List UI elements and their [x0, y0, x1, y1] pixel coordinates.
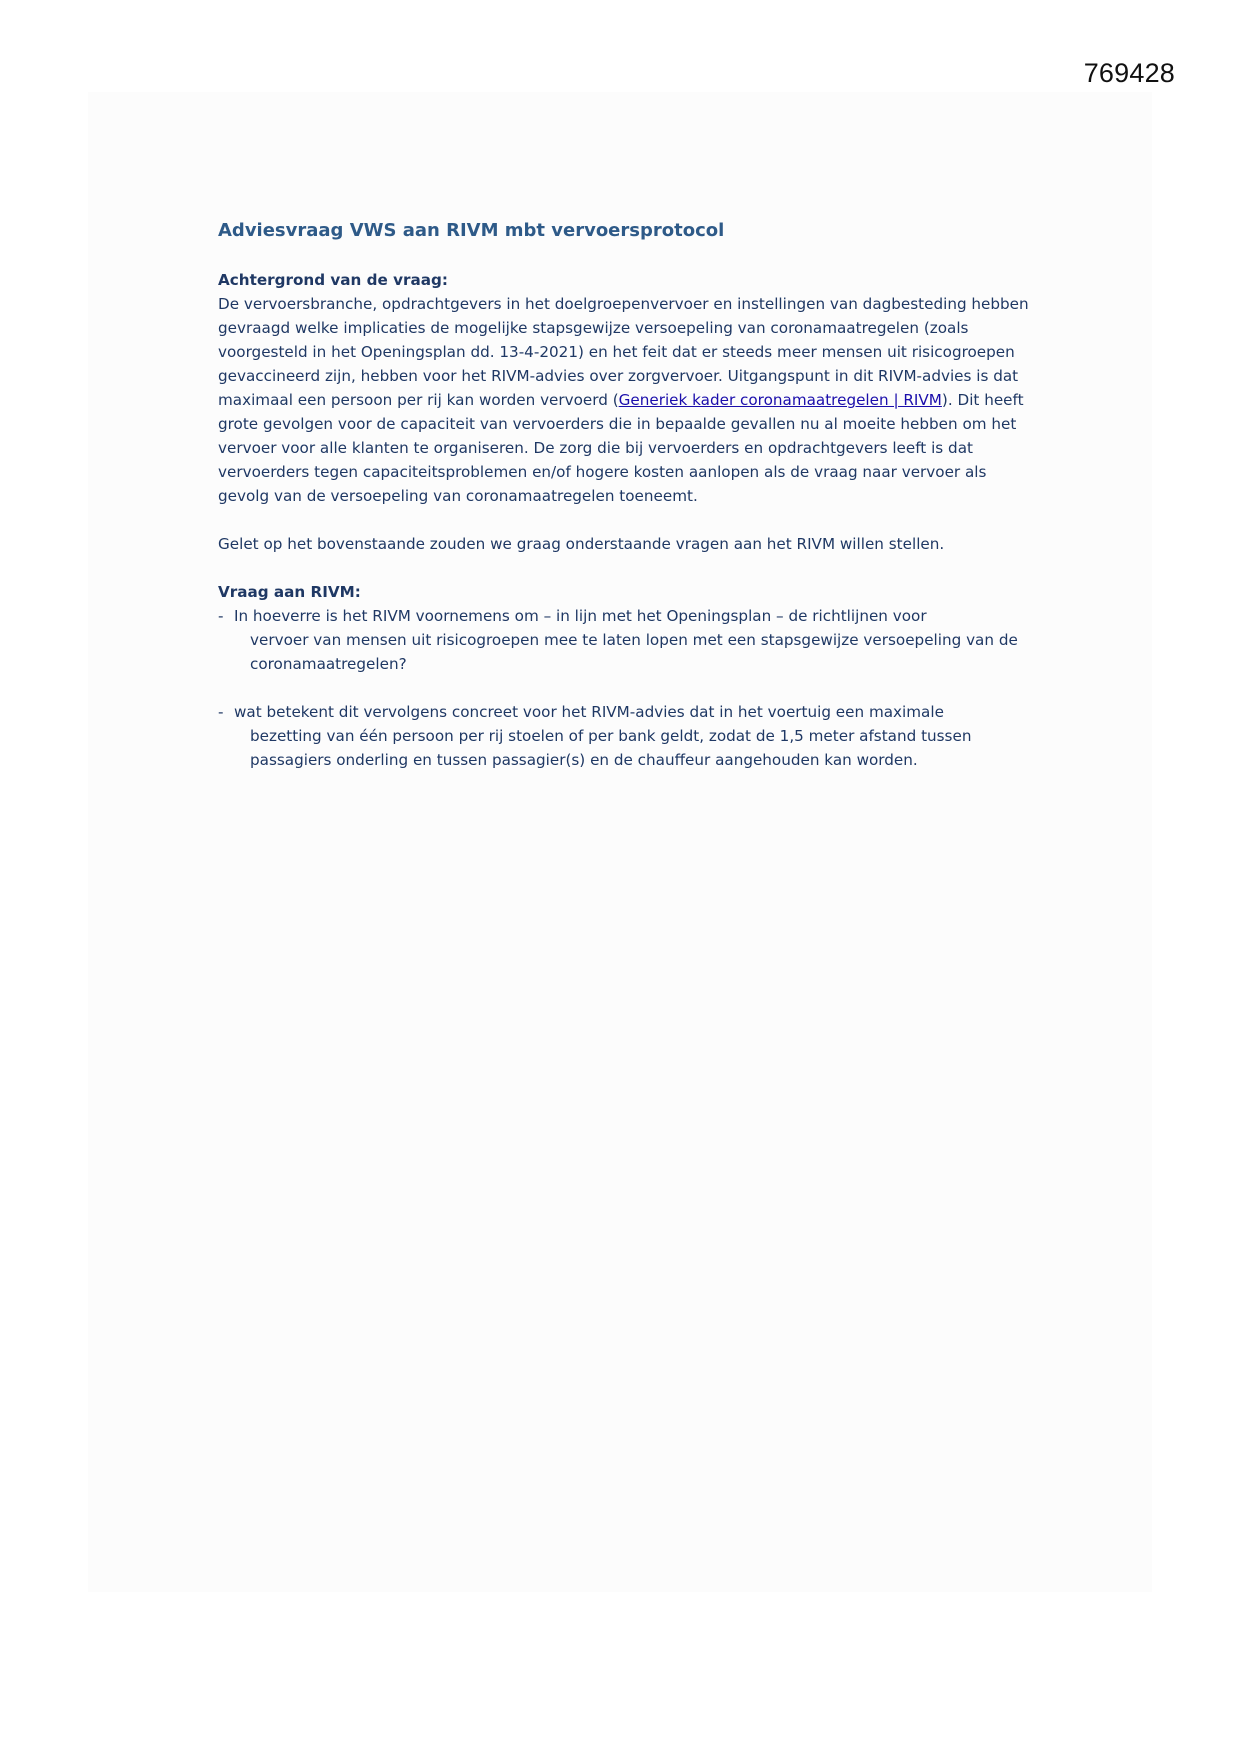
- document-body: [218, 218, 1038, 772]
- rivm-generic-framework-link[interactable]: Generiek kader coronamaatregelen | RIVM: [618, 391, 942, 409]
- background-paragraph: [218, 292, 1038, 508]
- questions-heading: Vraag aan RIVM:: [218, 583, 361, 601]
- question-first-line: wat betekent dit vervolgens concreet voor het RIVM-advies dat in het voertuig een maximale: [234, 703, 944, 721]
- list-dash: -: [218, 607, 224, 625]
- background-text-after-link: ). Dit heeft grote gevolgen voor de capaciteit van vervoerders die in bepaalde gevallen nu al moeite hebben om het vervoer voor alle klanten te organiseren. De zorg die bij vervoerders en opdrachtgevers leeft is dat vervoerders tegen capaciteitsproblemen en/of hogere kosten aanlopen als de vraag naar vervoer als gevolg van de versoepeling van coronamaatregelen toeneemt.: [218, 391, 1024, 505]
- spacer: [218, 556, 1038, 580]
- background-heading: Achtergrond van de vraag:: [218, 271, 448, 289]
- background-section: [218, 268, 1038, 508]
- spacer: [218, 676, 1038, 700]
- question-first-line: In hoeverre is het RIVM voornemens om – in lijn met het Openingsplan – de richtlijnen voor: [234, 607, 927, 625]
- list-dash: -: [218, 703, 224, 721]
- question-continuation: bezetting van één persoon per rij stoelen of per bank geldt, zodat de 1,5 meter afstand tussen passagiers onderling en tussen passagier(s) en de chauffeur aangehouden kan worden.: [250, 727, 972, 769]
- question-item: [218, 700, 1038, 772]
- document-title: Adviesvraag VWS aan RIVM mbt vervoersprotocol: [218, 220, 725, 241]
- question-item: [218, 604, 1038, 676]
- intro-sentence: Gelet op het bovenstaande zouden we graag onderstaande vragen aan het RIVM willen stellen.: [218, 535, 945, 553]
- background-text-before-link: De vervoersbranche, opdrachtgevers in het doelgroepenvervoer en instellingen van dagbesteding hebben gevraagd welke implicaties de mogelijke stapsgewijze versoepeling van coronamaatregelen (zoals voorgesteld in het Openingsplan dd. 13-4-2021) en het feit dat er steeds meer mensen uit risicogroepen gevaccineerd zijn, hebben voor het RIVM-advies over zorgvervoer. Uitgangspunt in dit RIVM-advies is dat maximaal een persoon per rij kan worden vervoerd (: [218, 295, 1029, 409]
- document-id: 769428: [1083, 58, 1175, 88]
- questions-section: [218, 580, 1038, 772]
- spacer: [218, 508, 1038, 532]
- question-continuation: vervoer van mensen uit risicogroepen mee te laten lopen met een stapsgewijze versoepeling van de coronamaatregelen?: [250, 631, 1018, 673]
